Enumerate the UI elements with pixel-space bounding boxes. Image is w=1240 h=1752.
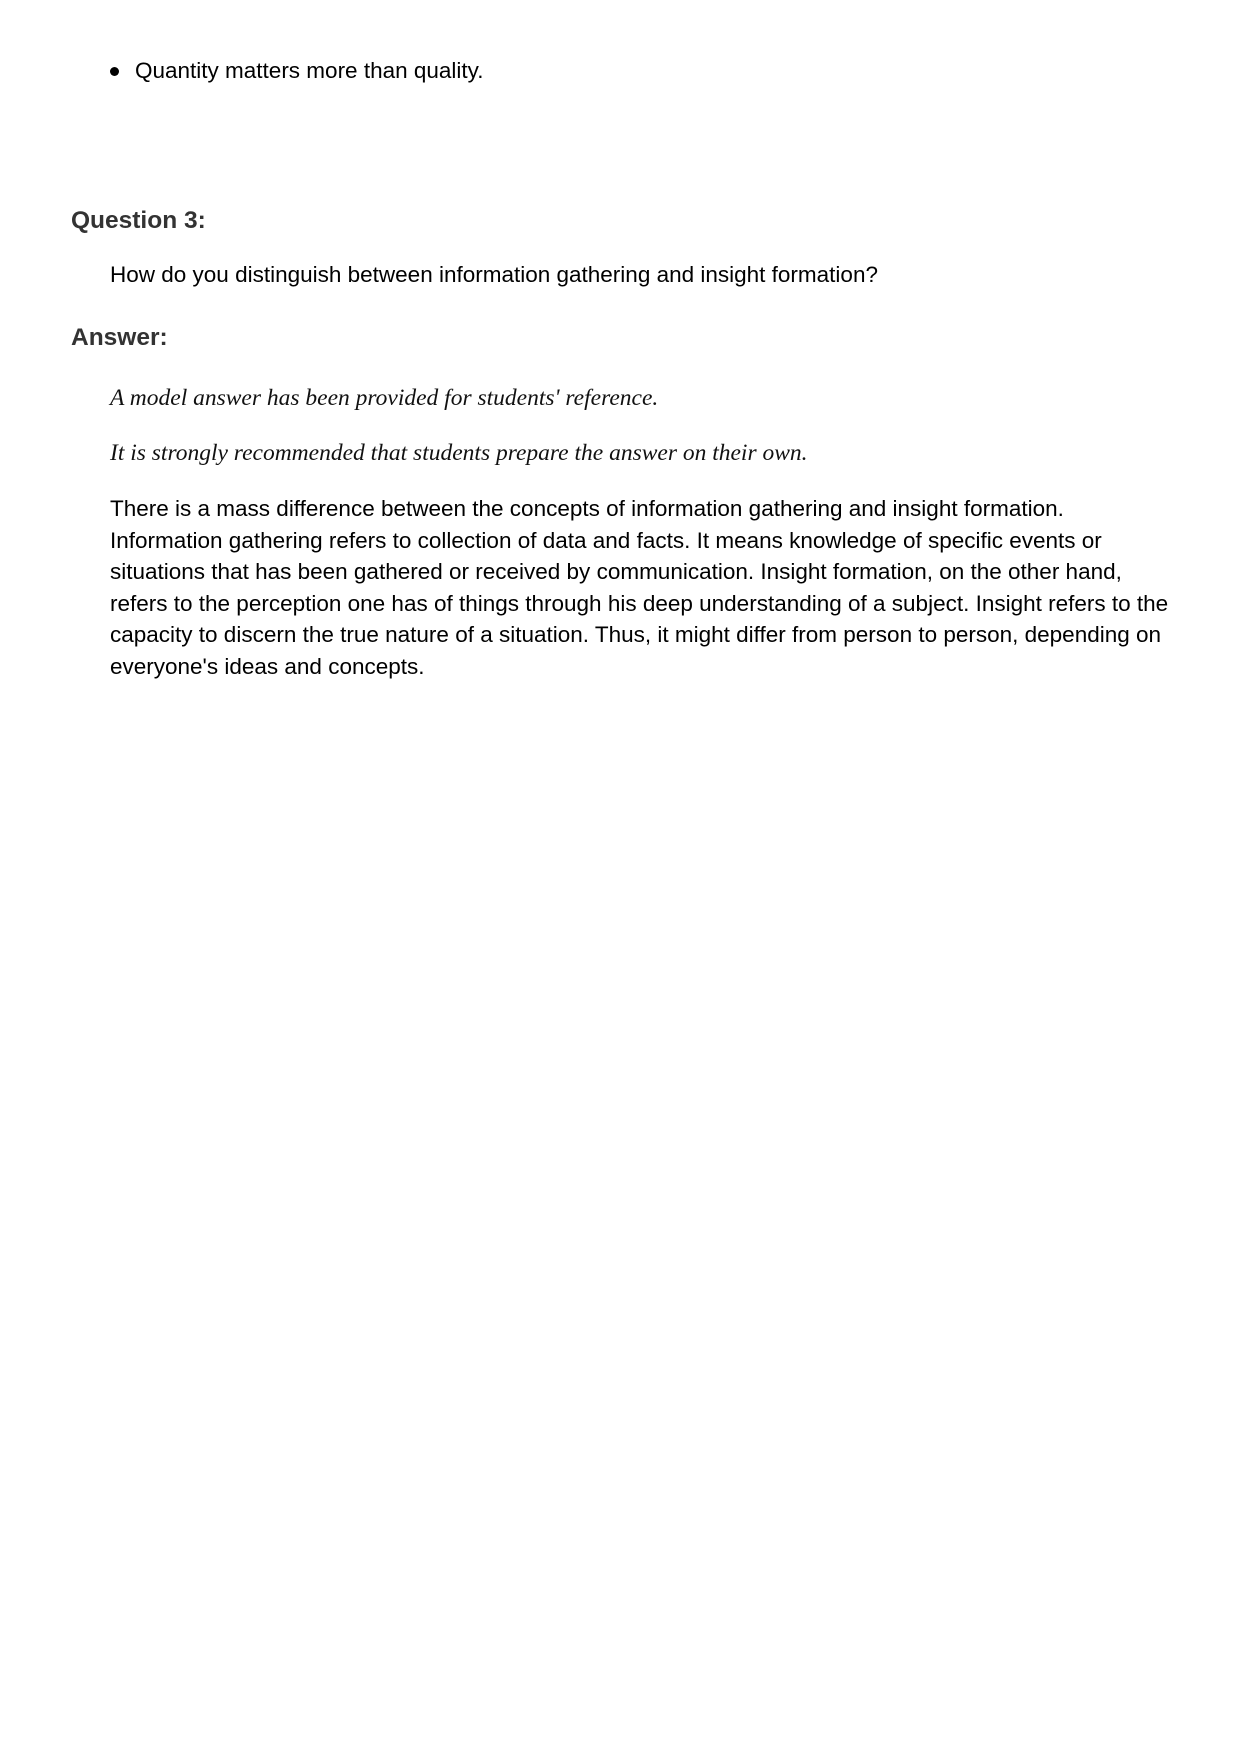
list-item bbox=[108, 56, 484, 86]
question-text: How do you distinguish between information gathering and insight formation? bbox=[110, 262, 878, 287]
bullet-list bbox=[108, 56, 484, 86]
bullet-icon bbox=[110, 67, 119, 76]
bullet-text: Quantity matters more than quality. bbox=[135, 58, 484, 83]
model-answer-note: A model answer has been provided for students' reference. bbox=[110, 385, 659, 411]
recommendation-note: It is strongly recommended that students prepare the answer on their own. bbox=[110, 440, 808, 466]
answer-label: Answer: bbox=[71, 324, 168, 351]
question-label: Question 3: bbox=[71, 207, 206, 234]
answer-body: There is a mass difference between the concepts of information gathering and insight formation. Information gathering refers to collection of data and facts. It means knowledge of specific events or situations that has been gathered or received by communication. Insight formation, on the other hand, refers to the perception one has of things through his deep understanding of a subject. Insight refers to the capacity to discern the true nature of a situation. Thus, it might differ from person to person, depending on everyone's ideas and concepts. bbox=[110, 496, 1169, 679]
